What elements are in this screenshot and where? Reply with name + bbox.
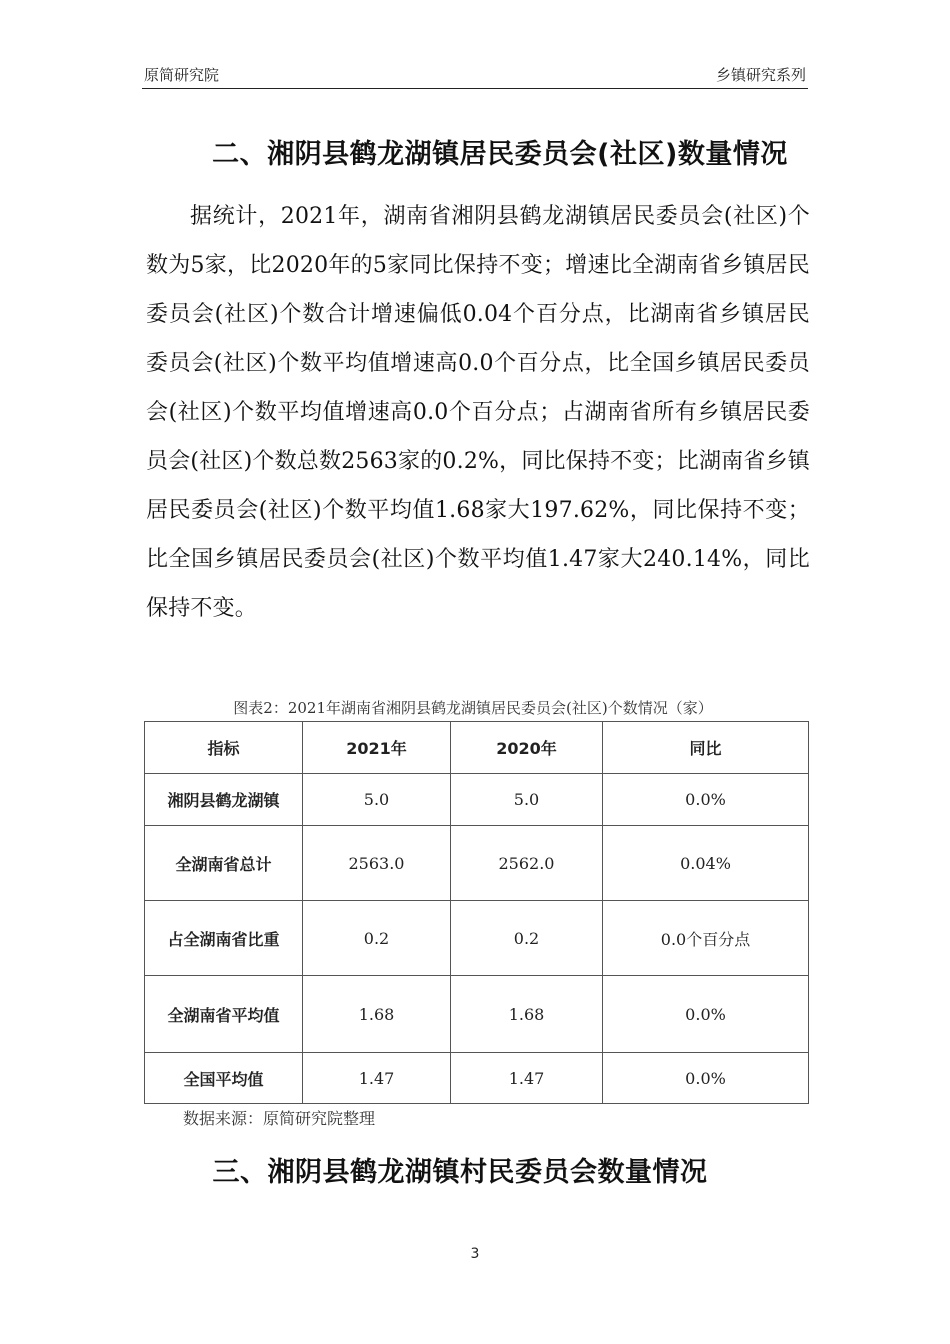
row-label: 全湖南省总计 [145, 826, 303, 901]
header-cell-2021: 2021年 [303, 722, 451, 774]
cell-2020: 1.47 [451, 1053, 603, 1104]
cell-2020: 1.68 [451, 976, 603, 1053]
header-org-name: 原简研究院 [144, 66, 220, 84]
cell-2021: 1.47 [303, 1053, 451, 1104]
table-row [145, 826, 809, 901]
table-row [145, 774, 809, 826]
cell-yoy: 0.04% [603, 826, 809, 901]
header-divider [142, 88, 808, 89]
cell-yoy: 0.0个百分点 [603, 901, 809, 976]
data-table [144, 721, 809, 1104]
table-caption: 图表2：2021年湖南省湘阴县鹤龙湖镇居民委员会(社区)个数情况（家） [233, 699, 713, 717]
cell-2021: 2563.0 [303, 826, 451, 901]
row-label: 全国平均值 [145, 1053, 303, 1104]
header-cell-2020: 2020年 [451, 722, 603, 774]
section-two-title: 二、湘阴县鹤龙湖镇居民委员会(社区)数量情况 [212, 139, 788, 170]
page-number: 3 [470, 1246, 480, 1262]
cell-yoy: 0.0% [603, 1053, 809, 1104]
row-label: 湘阴县鹤龙湖镇 [145, 774, 303, 826]
body-paragraph: 据统计，2021年，湖南省湘阴县鹤龙湖镇居民委员会(社区)个数为5家，比2020年的5家同比保持不变；增速比全湖南省乡镇居民委员会(社区)个数合计增速偏低0.04个百分点，比湖南省乡镇居民委员会(社区)个数平均值增速高0.0个百分点，比全国乡镇居民委员会(社区)个数平均值增速高0.0个百分点；占湖南省所有乡镇居民委员会(社区)个数总数2563家的0.2%，同比保持不变；比湖南省乡镇居民委员会(社区)个数平均值1.68家大197.62%，同比保持不变；比全国乡镇居民委员会(社区)个数平均值1.47家大240.14%，同比保持不变。 [146, 204, 810, 621]
cell-2021: 0.2 [303, 901, 451, 976]
cell-2020: 2562.0 [451, 826, 603, 901]
header-cell-yoy: 同比 [603, 722, 809, 774]
table-row [145, 976, 809, 1053]
cell-yoy: 0.0% [603, 976, 809, 1053]
cell-2020: 0.2 [451, 901, 603, 976]
header-cell-indicator: 指标 [145, 722, 303, 774]
header-series-name: 乡镇研究系列 [715, 66, 806, 84]
cell-yoy: 0.0% [603, 774, 809, 826]
section-three-title: 三、湘阴县鹤龙湖镇村民委员会数量情况 [212, 1157, 708, 1188]
table-header-row [145, 722, 809, 774]
table-row [145, 1053, 809, 1104]
cell-2021: 1.68 [303, 976, 451, 1053]
table-row [145, 901, 809, 976]
row-label: 全湖南省平均值 [145, 976, 303, 1053]
cell-2020: 5.0 [451, 774, 603, 826]
row-label: 占全湖南省比重 [145, 901, 303, 976]
source-note: 数据来源：原简研究院整理 [183, 1109, 376, 1128]
cell-2021: 5.0 [303, 774, 451, 826]
